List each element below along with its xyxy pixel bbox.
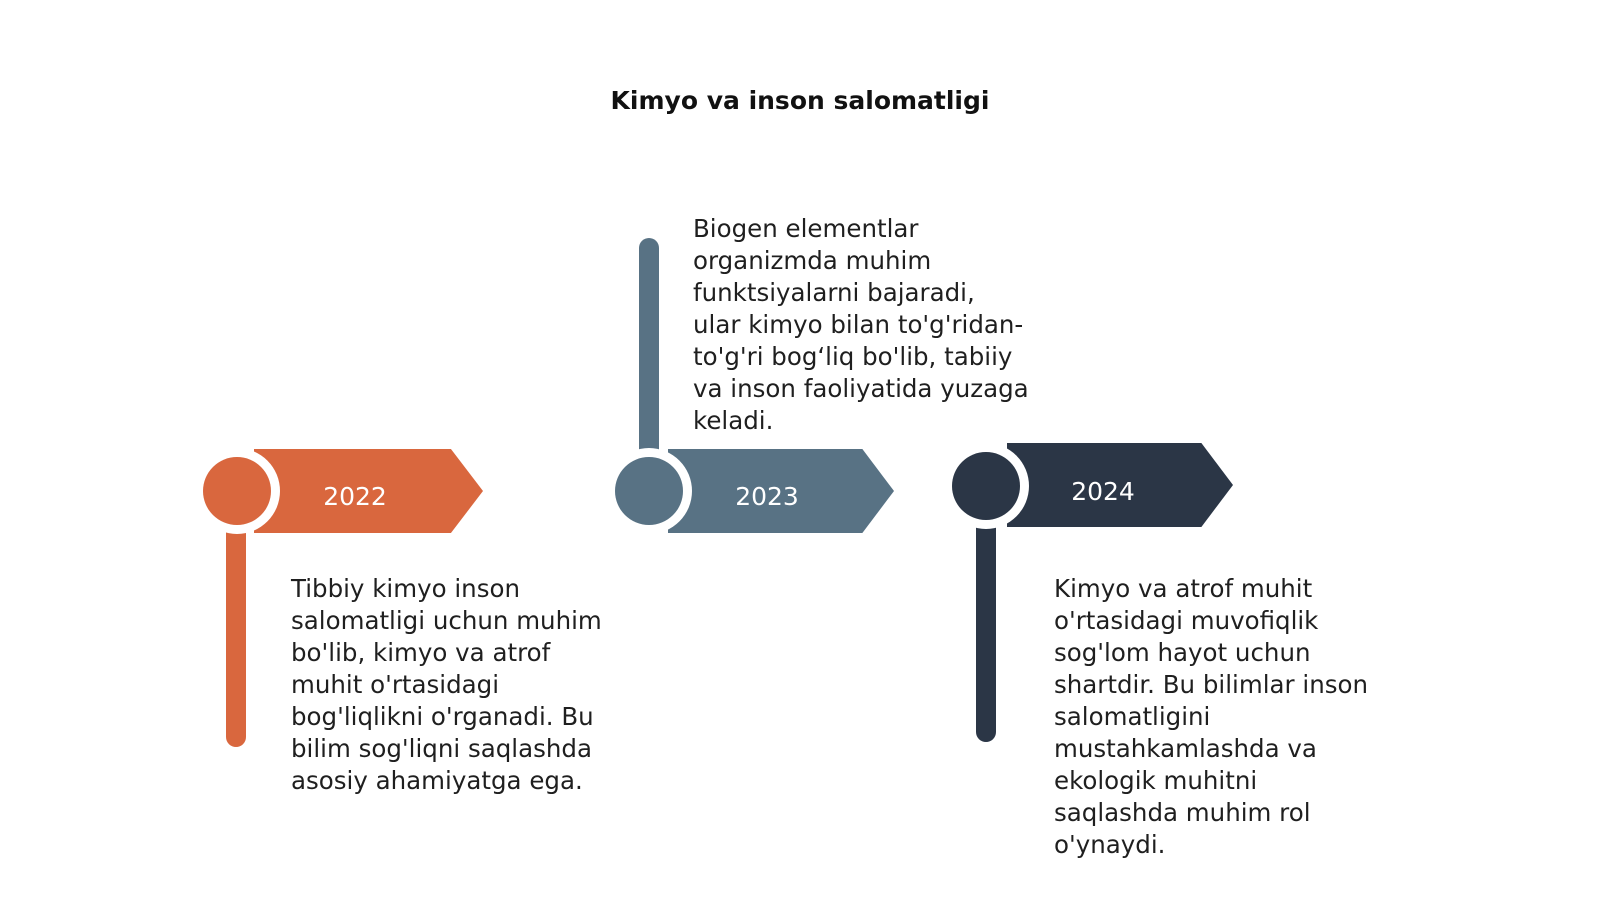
milestone-2024-year: 2024 — [1071, 477, 1135, 506]
milestone-2023-marker — [615, 457, 683, 525]
milestone-2024-marker — [952, 452, 1020, 520]
milestone-2024-connector — [976, 515, 996, 742]
milestone-2022-description: Tibbiy kimyo inson salomatligi uchun muhim bo'lib, kimyo va atrof muhit o'rtasidagi bog'liqlikni o'rganadi. Bu bilim sog'liqni saqlashda asosiy ahamiyatga ega. — [291, 574, 602, 795]
milestone-2022-marker — [203, 457, 271, 525]
milestone-2023-year: 2023 — [735, 482, 799, 511]
page-title: Kimyo va inson salomatligi — [610, 86, 990, 115]
milestone-2023-description: Biogen elementlar organizmda muhim funktsiyalarni bajaradi, ular kimyo bilan to'g'ridan- to'g'ri bog‘liq bo'lib, tabiiy va inson faoliyatida yuzaga keladi. — [693, 214, 1029, 435]
milestone-2023-connector — [639, 238, 659, 458]
milestone-2024-description: Kimyo va atrof muhit o'rtasidagi muvofiqlik sog'lom hayot uchun shartdir. Bu bilimlar inson salomatligini mustahkamlashda va ekologik muhitni saqlashda muhim rol o'ynaydi. — [1054, 574, 1369, 859]
milestone-2022-year: 2022 — [323, 482, 387, 511]
milestone-2022-connector — [226, 520, 246, 747]
